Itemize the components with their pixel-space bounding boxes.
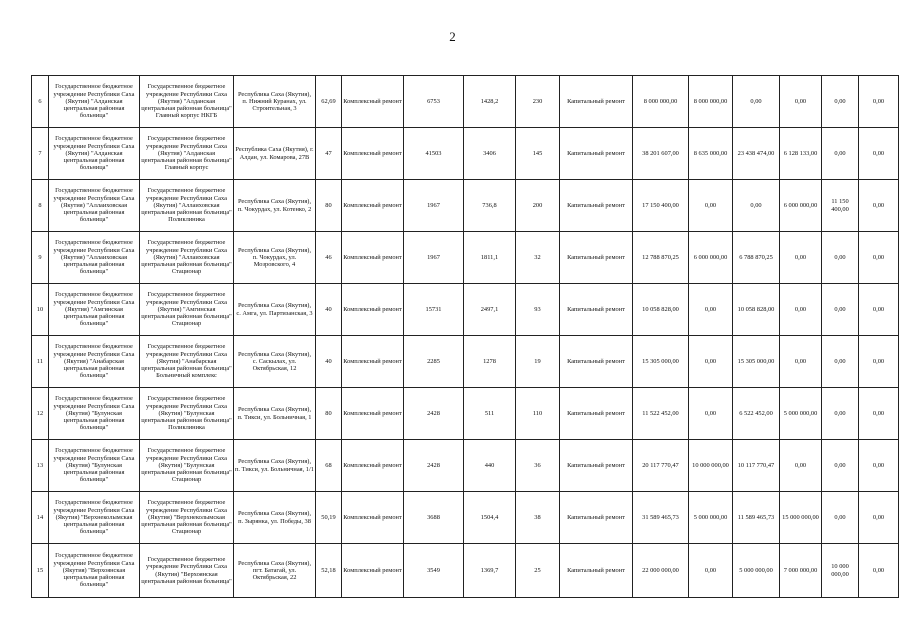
year5-cell: 0,00 xyxy=(859,180,899,232)
value2-cell: 1811,1 xyxy=(464,232,516,284)
repair-program-table xyxy=(31,75,899,598)
value1-cell: 15731 xyxy=(404,284,464,336)
object-cell: Государственное бюджетное учреждение Республики Саха (Якутия) "Аллаиховская центральная районная больница" Стационар xyxy=(140,232,234,284)
table-row xyxy=(32,388,899,440)
year3-cell: 6 000 000,00 xyxy=(780,180,822,232)
value2-cell: 1504,4 xyxy=(464,492,516,544)
value3-cell: 38 xyxy=(516,492,560,544)
row-number: 9 xyxy=(32,232,49,284)
year4-cell: 11 150 400,00 xyxy=(822,180,859,232)
value3-cell: 145 xyxy=(516,128,560,180)
year4-cell: 0,00 xyxy=(822,76,859,128)
year1-cell: 6 000 000,00 xyxy=(689,232,733,284)
wear-cell: 46 xyxy=(316,232,342,284)
total-cell: 8 000 000,00 xyxy=(633,76,689,128)
address-cell: Республика Саха (Якутия), п. Тикси, ул. Больничная, 1/1 xyxy=(234,440,316,492)
value2-cell: 440 xyxy=(464,440,516,492)
work-type-cell: Комплексный ремонт xyxy=(342,232,404,284)
year4-cell: 0,00 xyxy=(822,388,859,440)
year3-cell: 0,00 xyxy=(780,284,822,336)
value1-cell: 2428 xyxy=(404,440,464,492)
value2-cell: 1369,7 xyxy=(464,544,516,598)
year2-cell: 15 305 000,00 xyxy=(733,336,780,388)
year2-cell: 6 522 452,00 xyxy=(733,388,780,440)
value3-cell: 93 xyxy=(516,284,560,336)
year3-cell: 0,00 xyxy=(780,440,822,492)
year4-cell: 0,00 xyxy=(822,336,859,388)
wear-cell: 80 xyxy=(316,388,342,440)
year4-cell: 0,00 xyxy=(822,232,859,284)
object-cell: Государственное бюджетное учреждение Республики Саха (Якутия) "Булунская центральная районная больница" Стационар xyxy=(140,440,234,492)
repair-kind-cell: Капитальный ремонт xyxy=(560,440,633,492)
address-cell: Республика Саха (Якутия), пгт. Батагай, ул. Октябрьская, 22 xyxy=(234,544,316,598)
total-cell: 31 589 465,73 xyxy=(633,492,689,544)
year3-cell: 5 000 000,00 xyxy=(780,388,822,440)
address-cell: Республика Саха (Якутия), с. Амга, ул. Партизанская, 3 xyxy=(234,284,316,336)
year2-cell: 0,00 xyxy=(733,180,780,232)
repair-kind-cell: Капитальный ремонт xyxy=(560,284,633,336)
year1-cell: 0,00 xyxy=(689,388,733,440)
work-type-cell: Комплексный ремонт xyxy=(342,492,404,544)
row-number: 7 xyxy=(32,128,49,180)
year5-cell: 0,00 xyxy=(859,544,899,598)
total-cell: 17 150 400,00 xyxy=(633,180,689,232)
table-row xyxy=(32,492,899,544)
row-number: 14 xyxy=(32,492,49,544)
total-cell: 11 522 452,00 xyxy=(633,388,689,440)
row-number: 15 xyxy=(32,544,49,598)
year2-cell: 10 058 828,00 xyxy=(733,284,780,336)
customer-cell: Государственное бюджетное учреждение Республики Саха (Якутия) "Амгинская центральная районная больница" xyxy=(49,284,140,336)
customer-cell: Государственное бюджетное учреждение Республики Саха (Якутия) "Верхнеколымская центральная районная больница" xyxy=(49,492,140,544)
work-type-cell: Комплексный ремонт xyxy=(342,76,404,128)
address-cell: Республика Саха (Якутия), г. Алдан, ул. Комарова, 27В xyxy=(234,128,316,180)
value3-cell: 230 xyxy=(516,76,560,128)
value2-cell: 511 xyxy=(464,388,516,440)
row-number: 8 xyxy=(32,180,49,232)
object-cell: Государственное бюджетное учреждение Республики Саха (Якутия) "Верхнеколымская центральная районная больница" Стационар xyxy=(140,492,234,544)
total-cell: 20 117 770,47 xyxy=(633,440,689,492)
repair-kind-cell: Капитальный ремонт xyxy=(560,336,633,388)
year1-cell: 8 635 000,00 xyxy=(689,128,733,180)
year2-cell: 11 589 465,73 xyxy=(733,492,780,544)
year5-cell: 0,00 xyxy=(859,440,899,492)
value2-cell: 2497,1 xyxy=(464,284,516,336)
value3-cell: 25 xyxy=(516,544,560,598)
year5-cell: 0,00 xyxy=(859,284,899,336)
address-cell: Республика Саха (Якутия), п. Чокурдах, ул. Мозровского, 4 xyxy=(234,232,316,284)
customer-cell: Государственное бюджетное учреждение Республики Саха (Якутия) "Булунская центральная районная больница" xyxy=(49,388,140,440)
repair-kind-cell: Капитальный ремонт xyxy=(560,128,633,180)
repair-kind-cell: Капитальный ремонт xyxy=(560,232,633,284)
year3-cell: 0,00 xyxy=(780,336,822,388)
wear-cell: 47 xyxy=(316,128,342,180)
address-cell: Республика Саха (Якутия), с. Саскылах, ул. Октябрьская, 12 xyxy=(234,336,316,388)
value2-cell: 1278 xyxy=(464,336,516,388)
value1-cell: 1967 xyxy=(404,180,464,232)
wear-cell: 62,69 xyxy=(316,76,342,128)
year4-cell: 0,00 xyxy=(822,128,859,180)
row-number: 11 xyxy=(32,336,49,388)
address-cell: Республика Саха (Якутия), п. Зырянка, ул. Победы, 38 xyxy=(234,492,316,544)
year4-cell: 0,00 xyxy=(822,440,859,492)
repair-kind-cell: Капитальный ремонт xyxy=(560,388,633,440)
work-type-cell: Комплексный ремонт xyxy=(342,284,404,336)
repair-kind-cell: Капитальный ремонт xyxy=(560,492,633,544)
total-cell: 38 201 607,00 xyxy=(633,128,689,180)
year1-cell: 8 000 000,00 xyxy=(689,76,733,128)
repair-kind-cell: Капитальный ремонт xyxy=(560,76,633,128)
value3-cell: 200 xyxy=(516,180,560,232)
customer-cell: Государственное бюджетное учреждение Республики Саха (Якутия) "Аллаиховская центральная районная больница" xyxy=(49,180,140,232)
wear-cell: 80 xyxy=(316,180,342,232)
wear-cell: 40 xyxy=(316,284,342,336)
customer-cell: Государственное бюджетное учреждение Республики Саха (Якутия) "Аллаиховская центральная районная больница" xyxy=(49,232,140,284)
year5-cell: 0,00 xyxy=(859,388,899,440)
work-type-cell: Комплексный ремонт xyxy=(342,440,404,492)
value1-cell: 2428 xyxy=(404,388,464,440)
total-cell: 22 000 000,00 xyxy=(633,544,689,598)
total-cell: 15 305 000,00 xyxy=(633,336,689,388)
wear-cell: 52,18 xyxy=(316,544,342,598)
value1-cell: 2285 xyxy=(404,336,464,388)
value1-cell: 6753 xyxy=(404,76,464,128)
customer-cell: Государственное бюджетное учреждение Республики Саха (Якутия) "Булунская центральная районная больница" xyxy=(49,440,140,492)
year5-cell: 0,00 xyxy=(859,336,899,388)
year1-cell: 0,00 xyxy=(689,544,733,598)
table-row xyxy=(32,440,899,492)
wear-cell: 50,19 xyxy=(316,492,342,544)
wear-cell: 68 xyxy=(316,440,342,492)
value1-cell: 3549 xyxy=(404,544,464,598)
total-cell: 12 788 870,25 xyxy=(633,232,689,284)
work-type-cell: Комплексный ремонт xyxy=(342,388,404,440)
table-row xyxy=(32,128,899,180)
year4-cell: 0,00 xyxy=(822,284,859,336)
year5-cell: 0,00 xyxy=(859,492,899,544)
address-cell: Республика Саха (Якутия), п. Чокурдах, ул. Котенко, 2 xyxy=(234,180,316,232)
year1-cell: 0,00 xyxy=(689,284,733,336)
value3-cell: 36 xyxy=(516,440,560,492)
object-cell: Государственное бюджетное учреждение Республики Саха (Якутия) "Булунская центральная районная больница" Поликлиника xyxy=(140,388,234,440)
year5-cell: 0,00 xyxy=(859,76,899,128)
value3-cell: 110 xyxy=(516,388,560,440)
value2-cell: 3406 xyxy=(464,128,516,180)
address-cell: Республика Саха (Якутия), п. Тикси, ул. Больничная, 1 xyxy=(234,388,316,440)
work-type-cell: Комплексный ремонт xyxy=(342,180,404,232)
year1-cell: 10 000 000,00 xyxy=(689,440,733,492)
total-cell: 10 058 828,00 xyxy=(633,284,689,336)
year3-cell: 6 128 133,00 xyxy=(780,128,822,180)
repair-kind-cell: Капитальный ремонт xyxy=(560,180,633,232)
year3-cell: 0,00 xyxy=(780,76,822,128)
table-row xyxy=(32,180,899,232)
year2-cell: 0,00 xyxy=(733,76,780,128)
page-number: 2 xyxy=(449,29,456,44)
year1-cell: 5 000 000,00 xyxy=(689,492,733,544)
customer-cell: Государственное бюджетное учреждение Республики Саха (Якутия) "Анабарская центральная районная больница" xyxy=(49,336,140,388)
customer-cell: Государственное бюджетное учреждение Республики Саха (Якутия) "Верхоянская центральная районная больница" xyxy=(49,544,140,598)
year3-cell: 7 000 000,00 xyxy=(780,544,822,598)
object-cell: Государственное бюджетное учреждение Республики Саха (Якутия) "Алданская центральная районная больница" Главный корпус НКГБ xyxy=(140,76,234,128)
object-cell: Государственное бюджетное учреждение Республики Саха (Якутия) "Амгинская центральная районная больница" Стационар xyxy=(140,284,234,336)
object-cell: Государственное бюджетное учреждение Республики Саха (Якутия) "Алданская центральная районная больница" Главный корпус xyxy=(140,128,234,180)
work-type-cell: Комплексный ремонт xyxy=(342,544,404,598)
year4-cell: 0,00 xyxy=(822,492,859,544)
table-row xyxy=(32,232,899,284)
wear-cell: 40 xyxy=(316,336,342,388)
year2-cell: 6 788 870,25 xyxy=(733,232,780,284)
row-number: 10 xyxy=(32,284,49,336)
customer-cell: Государственное бюджетное учреждение Республики Саха (Якутия) "Алданская центральная районная больница" xyxy=(49,128,140,180)
year2-cell: 5 000 000,00 xyxy=(733,544,780,598)
table-row xyxy=(32,336,899,388)
work-type-cell: Комплексный ремонт xyxy=(342,336,404,388)
value2-cell: 736,8 xyxy=(464,180,516,232)
year4-cell: 10 000 000,00 xyxy=(822,544,859,598)
value3-cell: 19 xyxy=(516,336,560,388)
year5-cell: 0,00 xyxy=(859,128,899,180)
value2-cell: 1428,2 xyxy=(464,76,516,128)
value3-cell: 32 xyxy=(516,232,560,284)
work-type-cell: Комплексный ремонт xyxy=(342,128,404,180)
customer-cell: Государственное бюджетное учреждение Республики Саха (Якутия) "Алданская центральная районная больница" xyxy=(49,76,140,128)
table-row xyxy=(32,76,899,128)
year2-cell: 10 117 770,47 xyxy=(733,440,780,492)
repair-kind-cell: Капитальный ремонт xyxy=(560,544,633,598)
object-cell: Государственное бюджетное учреждение Республики Саха (Якутия) "Верхоянская центральная районная больница" xyxy=(140,544,234,598)
year3-cell: 0,00 xyxy=(780,232,822,284)
object-cell: Государственное бюджетное учреждение Республики Саха (Якутия) "Анабарская центральная районная больница" Больничный комплекс xyxy=(140,336,234,388)
value1-cell: 3688 xyxy=(404,492,464,544)
value1-cell: 1967 xyxy=(404,232,464,284)
year3-cell: 15 000 000,00 xyxy=(780,492,822,544)
table-row xyxy=(32,284,899,336)
row-number: 6 xyxy=(32,76,49,128)
year2-cell: 23 438 474,00 xyxy=(733,128,780,180)
value1-cell: 41503 xyxy=(404,128,464,180)
row-number: 13 xyxy=(32,440,49,492)
object-cell: Государственное бюджетное учреждение Республики Саха (Якутия) "Аллаиховская центральная районная больница" Поликлиника xyxy=(140,180,234,232)
row-number: 12 xyxy=(32,388,49,440)
address-cell: Республика Саха (Якутия), п. Нижний Куранах, ул. Строительная, 3 xyxy=(234,76,316,128)
year1-cell: 0,00 xyxy=(689,180,733,232)
year5-cell: 0,00 xyxy=(859,232,899,284)
table-row xyxy=(32,544,899,598)
year1-cell: 0,00 xyxy=(689,336,733,388)
